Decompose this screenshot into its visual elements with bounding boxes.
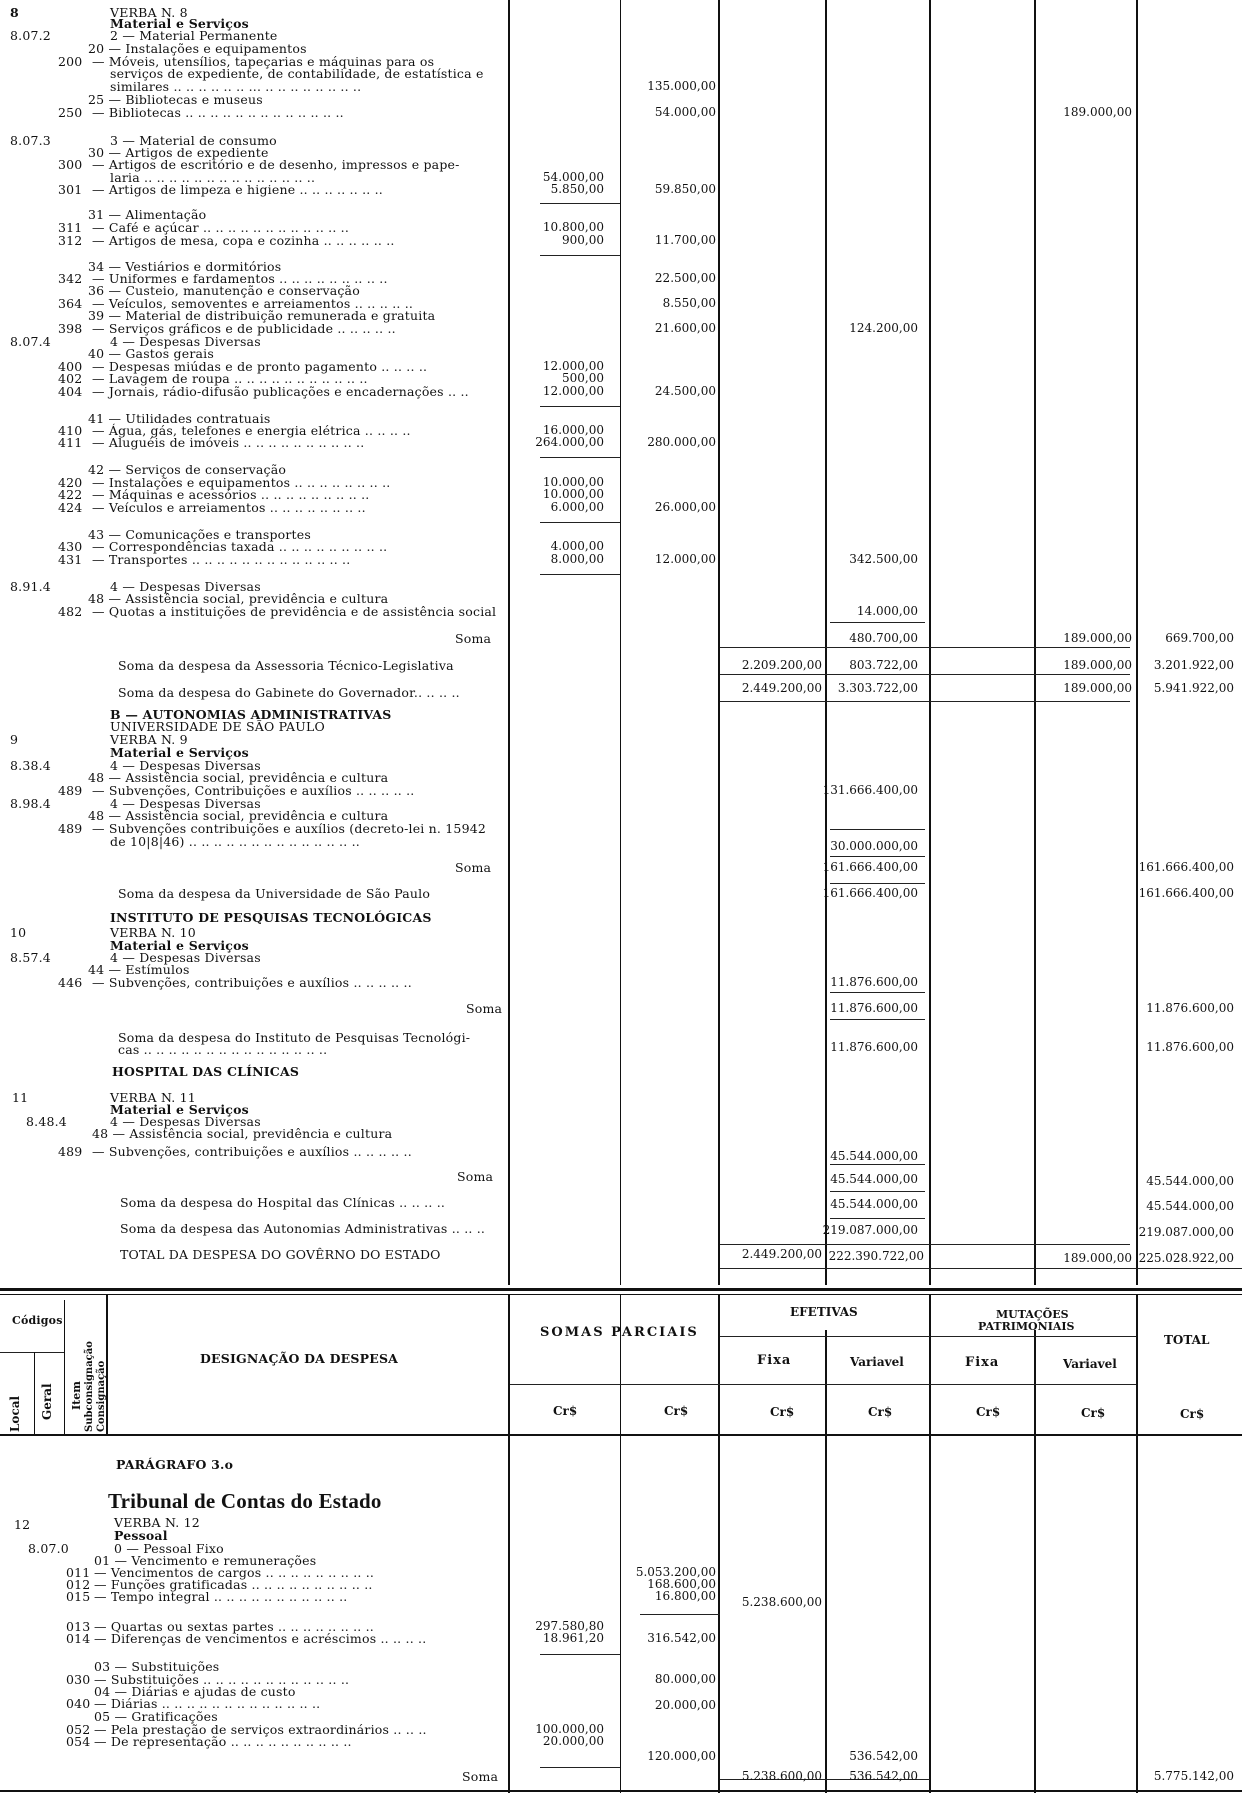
row-text: 4 — Despesas Diversas bbox=[110, 758, 261, 773]
column-rule bbox=[620, 0, 621, 1285]
header-rule bbox=[620, 1295, 621, 1434]
row-text: — Veículos e arreiamentos .. .. .. .. .. .. .. .. bbox=[92, 500, 366, 515]
value-ef-fixa: 5.238.600,00 bbox=[741, 1769, 822, 1783]
summary-label: Soma da despesa da Universidade de São Paulo bbox=[118, 886, 431, 901]
row-text: — Quartas ou sextas partes .. .. .. .. .. .. .. .. bbox=[94, 1619, 374, 1634]
row-text: — Veículos, semoventes e arreiamentos .. .. .. .. .. bbox=[92, 296, 414, 311]
value-parcial2: 11.700,00 bbox=[654, 233, 716, 247]
row-text: VERBA N. 8 bbox=[110, 5, 188, 20]
row-text: — Bibliotecas .. .. .. .. .. .. .. .. .. .. .. .. .. bbox=[92, 105, 344, 120]
header-subconsignacao: Subconsignação bbox=[84, 1341, 95, 1432]
row-text: 48 — Assistência social, previdência e cultura bbox=[88, 808, 389, 823]
row-text: — Transportes .. .. .. .. .. .. .. .. .. .. .. .. .. bbox=[92, 552, 351, 567]
row-text: 36 — Custeio, manutenção e conservação bbox=[88, 283, 360, 298]
header-top-rule bbox=[0, 1288, 1242, 1291]
header-somas-parciais: SOMAS PARCIAIS bbox=[540, 1325, 699, 1340]
row-code: 400 bbox=[58, 359, 83, 374]
row-code: 404 bbox=[58, 384, 83, 399]
row-text: — Jornais, rádio-difusão publicações e encadernações .. .. bbox=[92, 384, 469, 399]
value-ef-variavel: 131.666.400,00 bbox=[822, 783, 918, 797]
soma-label: Soma bbox=[457, 1169, 494, 1184]
value-ef-fixa: 2.449.200,00 bbox=[741, 1247, 822, 1261]
header-variavel: Variavel bbox=[1063, 1357, 1117, 1371]
value-parcial2: 59.850,00 bbox=[654, 182, 716, 196]
row-text: 0 — Pessoal Fixo bbox=[114, 1541, 224, 1556]
row-code: 489 bbox=[58, 1144, 83, 1159]
header-rule bbox=[1136, 1295, 1138, 1434]
column-rule bbox=[508, 0, 510, 1285]
row-code: 052 bbox=[66, 1722, 91, 1737]
row-text: de 10|8|46) .. .. .. .. .. .. .. .. .. .. .. .. .. .. bbox=[110, 834, 360, 849]
row-code: 312 bbox=[58, 233, 83, 248]
value-parcial2: 5.053.200,00 bbox=[635, 1565, 716, 1579]
value-parcial1: 10.000,00 bbox=[542, 487, 604, 501]
value-parcial1: 100.000,00 bbox=[535, 1722, 604, 1736]
row-text: — Pela prestação de serviços extraordinários .. .. .. bbox=[94, 1722, 427, 1737]
value-ef-fixa: 2.209.200,00 bbox=[741, 658, 822, 672]
value-ef-variavel: 14.000,00 bbox=[856, 604, 918, 618]
row-code: 8.38.4 bbox=[10, 758, 51, 773]
column-rule bbox=[929, 0, 931, 1285]
subtotal-rule bbox=[540, 1654, 620, 1655]
value-ef-variavel: 536.542,00 bbox=[849, 1749, 918, 1763]
value-mut-fixa: 189.000,00 bbox=[1063, 1251, 1132, 1265]
row-text: 4 — Despesas Diversas bbox=[110, 334, 261, 349]
row-code: 8.91.4 bbox=[10, 579, 51, 594]
row-code: 424 bbox=[58, 500, 83, 515]
value-ef-variavel: 803.722,00 bbox=[849, 658, 918, 672]
section-heading: UNIVERSIDADE DE SÃO PAULO bbox=[110, 719, 325, 734]
subtotal-rule bbox=[540, 574, 620, 575]
row-text: 4 — Despesas Diversas bbox=[110, 1114, 261, 1129]
value-parcial2: 120.000,00 bbox=[647, 1749, 716, 1763]
row-text: — Instalações e equipamentos .. .. .. .. .. .. .. .. bbox=[92, 475, 391, 490]
row-text: — Vencimentos de cargos .. .. .. .. .. .. .. .. .. bbox=[94, 1565, 375, 1580]
value-total: 45.544.000,00 bbox=[1146, 1199, 1234, 1213]
row-text: — Artigos de escritório e de desenho, impressos e pape- bbox=[92, 157, 460, 172]
subtotal-rule bbox=[720, 701, 1130, 702]
row-code: 8.48.4 bbox=[26, 1114, 67, 1129]
row-code: 446 bbox=[58, 975, 83, 990]
subtotal-rule bbox=[720, 674, 1130, 675]
row-text: — Tempo integral .. .. .. .. .. .. .. .. .. .. .. bbox=[94, 1589, 348, 1604]
header-rule bbox=[931, 1336, 1136, 1337]
paragraph-heading: PARÁGRAFO 3.o bbox=[116, 1457, 234, 1472]
row-text: VERBA N. 12 bbox=[114, 1515, 200, 1530]
value-ef-variavel: 45.544.000,00 bbox=[830, 1172, 918, 1186]
row-text: — Serviços gráficos e de publicidade .. .. .. .. .. bbox=[92, 321, 396, 336]
value-parcial1: 16.000,00 bbox=[542, 423, 604, 437]
value-ef-variavel: 45.544.000,00 bbox=[830, 1149, 918, 1163]
row-text: — Café e açúcar .. .. .. .. .. .. .. .. .. .. .. .. bbox=[92, 220, 350, 235]
row-text: — Correspondências taxada .. .. .. .. .. .. .. .. .. bbox=[92, 539, 388, 554]
row-code: 489 bbox=[58, 783, 83, 798]
header-total: TOTAL bbox=[1164, 1333, 1210, 1347]
header-variavel: Variavel bbox=[850, 1355, 904, 1369]
row-text: 4 — Despesas Diversas bbox=[110, 796, 261, 811]
row-code: 11 bbox=[12, 1090, 29, 1105]
value-parcial2: 16.800,00 bbox=[654, 1589, 716, 1603]
row-text: 40 — Gastos gerais bbox=[88, 346, 214, 361]
subtotal-rule bbox=[540, 203, 620, 204]
subtotal-rule bbox=[540, 522, 620, 523]
row-code: 431 bbox=[58, 552, 83, 567]
value-parcial2: 316.542,00 bbox=[647, 1631, 716, 1645]
header-rule bbox=[0, 1352, 64, 1353]
value-mut-fixa: 189.000,00 bbox=[1063, 681, 1132, 695]
row-text: — Subvenções, contribuições e auxílios .. .. .. .. .. bbox=[92, 975, 412, 990]
column-rule bbox=[508, 1436, 510, 1793]
header-fixa: Fixa bbox=[757, 1353, 792, 1368]
row-code: 014 bbox=[66, 1631, 91, 1646]
row-code: 040 bbox=[66, 1696, 91, 1711]
value-parcial1: 500,00 bbox=[562, 371, 604, 385]
row-text: 4 — Despesas Diversas bbox=[110, 579, 261, 594]
value-parcial1: 264.000,00 bbox=[535, 435, 604, 449]
header-rule bbox=[510, 1384, 1136, 1385]
row-text: 44 — Estímulos bbox=[88, 962, 190, 977]
value-parcial2: 280.000,00 bbox=[647, 435, 716, 449]
value-parcial1: 8.000,00 bbox=[550, 552, 604, 566]
row-text: serviços de expediente, de contabilidade, de estatística e bbox=[110, 66, 484, 81]
row-code: 301 bbox=[58, 182, 83, 197]
row-text: similares .. .. .. .. .. .. ... .. .. .. .. .. .. .. .. bbox=[110, 79, 362, 94]
column-rule bbox=[929, 1436, 931, 1793]
row-code: 8.07.2 bbox=[10, 28, 51, 43]
column-rule bbox=[1034, 0, 1036, 1285]
value-mut-fixa: 189.000,00 bbox=[1063, 631, 1132, 645]
soma-label: Soma bbox=[455, 631, 492, 646]
row-text: — Água, gás, telefones e energia elétrica .. .. .. .. bbox=[92, 423, 411, 438]
row-text: 34 — Vestiários e dormitórios bbox=[88, 259, 282, 274]
row-code: 012 bbox=[66, 1577, 91, 1592]
subtotal-rule bbox=[830, 622, 925, 623]
row-text: 30 — Artigos de expediente bbox=[88, 145, 269, 160]
subtotal-rule bbox=[830, 856, 925, 857]
row-text: 48 — Assistência social, previdência e cultura bbox=[88, 591, 389, 606]
row-text: — Lavagem de roupa .. .. .. .. .. .. .. .. .. .. .. bbox=[92, 371, 368, 386]
row-text: VERBA N. 9 bbox=[110, 732, 188, 747]
column-rule bbox=[825, 1436, 827, 1793]
value-total: 5.941.922,00 bbox=[1153, 681, 1234, 695]
row-text: 2 — Material Permanente bbox=[110, 28, 278, 43]
value-total: 219.087.000,00 bbox=[1138, 1225, 1234, 1239]
value-ef-variavel: 219.087.000,00 bbox=[822, 1223, 918, 1237]
value-ef-variavel: 536.542,00 bbox=[849, 1769, 918, 1783]
row-text: — Subvenções, Contribuições e auxílios .. .. .. .. .. bbox=[92, 783, 415, 798]
soma-label: Soma bbox=[466, 1001, 503, 1016]
soma-label: Soma bbox=[462, 1769, 499, 1784]
header-fixa: Fixa bbox=[965, 1355, 1000, 1370]
soma-label: Soma bbox=[455, 860, 492, 875]
subtotal-rule bbox=[540, 406, 620, 407]
row-code: 430 bbox=[58, 539, 83, 554]
value-parcial2: 135.000,00 bbox=[647, 79, 716, 93]
value-total: 669.700,00 bbox=[1165, 631, 1234, 645]
row-code: 8.07.3 bbox=[10, 133, 51, 148]
header-item: Item bbox=[70, 1381, 83, 1410]
row-text: 42 — Serviços de conservação bbox=[88, 462, 287, 477]
subtotal-rule bbox=[830, 1218, 925, 1219]
row-text: — Artigos de mesa, copa e cozinha .. .. .. .. .. .. bbox=[92, 233, 395, 248]
row-text: — Funções gratificadas .. .. .. .. .. .. .. .. .. .. bbox=[94, 1577, 373, 1592]
row-code: 364 bbox=[58, 296, 83, 311]
subtotal-rule bbox=[720, 1268, 1242, 1269]
column-rule bbox=[1136, 0, 1138, 1285]
row-code: 013 bbox=[66, 1619, 91, 1634]
header-rule bbox=[720, 1336, 930, 1337]
row-code: 489 bbox=[58, 821, 83, 836]
row-text: — Despesas miúdas e de pronto pagamento .. .. .. .. bbox=[92, 359, 428, 374]
value-ef-variavel: 11.876.600,00 bbox=[830, 1040, 918, 1054]
value-total: 161.666.400,00 bbox=[1138, 886, 1234, 900]
value-mut-fixa: 189.000,00 bbox=[1063, 105, 1132, 119]
row-text: 03 — Substituições bbox=[94, 1659, 220, 1674]
value-total: 11.876.600,00 bbox=[1146, 1040, 1234, 1054]
value-parcial1: 12.000,00 bbox=[542, 384, 604, 398]
summary-label: Soma da despesa da Assessoria Técnico-Legislativa bbox=[118, 658, 454, 673]
row-code: 422 bbox=[58, 487, 83, 502]
row-code: 311 bbox=[58, 220, 83, 235]
value-parcial2: 8.550,00 bbox=[662, 296, 716, 310]
value-parcial1: 12.000,00 bbox=[542, 359, 604, 373]
header-rule bbox=[825, 1330, 827, 1434]
row-code: 8.07.0 bbox=[28, 1541, 69, 1556]
row-text: 3 — Material de consumo bbox=[110, 133, 277, 148]
header-rule bbox=[64, 1300, 65, 1434]
row-text: laria .. .. .. .. .. .. .. .. .. .. .. .. .. .. bbox=[110, 170, 316, 185]
subtotal-rule bbox=[830, 883, 925, 884]
row-text: 31 — Alimentação bbox=[88, 207, 207, 222]
row-code: 12 bbox=[14, 1517, 31, 1532]
column-rule bbox=[718, 0, 720, 1285]
value-ef-variavel: 161.666.400,00 bbox=[822, 860, 918, 874]
value-ef-variavel: 124.200,00 bbox=[849, 321, 918, 335]
value-parcial1: 10.800,00 bbox=[542, 220, 604, 234]
value-parcial1: 900,00 bbox=[562, 233, 604, 247]
subtotal-rule bbox=[830, 1164, 925, 1165]
value-ef-variavel: 222.390.722,00 bbox=[828, 1249, 924, 1263]
summary-label: Soma da despesa do Hospital das Clínicas .. .. .. .. bbox=[120, 1195, 446, 1210]
row-text: VERBA N. 11 bbox=[110, 1090, 196, 1105]
value-parcial2: 20.000,00 bbox=[654, 1698, 716, 1712]
value-total: 45.544.000,00 bbox=[1146, 1174, 1234, 1188]
row-text: 20 — Instalações e equipamentos bbox=[88, 41, 307, 56]
row-text: — De representação .. .. .. .. .. .. .. .. .. .. bbox=[94, 1734, 352, 1749]
value-parcial1: 10.000,00 bbox=[542, 475, 604, 489]
header-consignacao: Consignação bbox=[96, 1360, 107, 1432]
value-parcial2: 24.500,00 bbox=[654, 384, 716, 398]
header-efetivas: EFETIVAS bbox=[790, 1305, 858, 1319]
row-code: 011 bbox=[66, 1565, 91, 1580]
subtotal-rule bbox=[540, 255, 620, 256]
value-total: 5.775.142,00 bbox=[1153, 1769, 1234, 1783]
subtotal-rule bbox=[830, 1019, 925, 1020]
row-code: 8.57.4 bbox=[10, 950, 51, 965]
value-ef-variavel: 11.876.600,00 bbox=[830, 1001, 918, 1015]
summary-label: Soma da despesa do Gabinete do Governador.. .. .. .. bbox=[118, 685, 460, 700]
section-heading: B — AUTONOMIAS ADMINISTRATIVAS bbox=[110, 707, 392, 722]
subtotal-rule bbox=[830, 829, 925, 830]
value-mut-fixa: 189.000,00 bbox=[1063, 658, 1132, 672]
value-parcial2: 26.000,00 bbox=[654, 500, 716, 514]
row-code: 015 bbox=[66, 1589, 91, 1604]
subtotal-rule bbox=[830, 992, 925, 993]
row-code: 10 bbox=[10, 925, 27, 940]
row-text: — Máquinas e acessórios .. .. .. .. .. .. .. .. .. bbox=[92, 487, 370, 502]
row-text: Material e Serviços bbox=[110, 16, 249, 31]
header-currency: Cr$ bbox=[770, 1405, 795, 1419]
header-patrimoniais: PATRIMONIAIS bbox=[978, 1320, 1075, 1333]
value-total: 11.876.600,00 bbox=[1146, 1001, 1234, 1015]
row-code: 398 bbox=[58, 321, 83, 336]
column-rule bbox=[825, 0, 827, 1285]
subtotal-rule bbox=[830, 1191, 925, 1192]
value-ef-variavel: 45.544.000,00 bbox=[830, 1197, 918, 1211]
row-text: 39 — Material de distribuição remunerada e gratuita bbox=[88, 308, 436, 323]
header-rule bbox=[1034, 1330, 1036, 1434]
row-code: 8.07.4 bbox=[10, 334, 51, 349]
row-text: — Subvenções contribuições e auxílios (decreto-lei n. 15942 bbox=[92, 821, 487, 836]
row-code: 9 bbox=[10, 732, 19, 747]
value-ef-variavel: 11.876.600,00 bbox=[830, 975, 918, 989]
value-ef-variavel: 480.700,00 bbox=[849, 631, 918, 645]
row-text: 48 — Assistência social, previdência e cultura bbox=[88, 770, 389, 785]
row-text: — Subvenções, contribuições e auxílios .. .. .. .. .. bbox=[92, 1144, 412, 1159]
summary-label: cas .. .. .. .. .. .. .. .. .. .. .. .. .. .. .. bbox=[118, 1042, 328, 1057]
row-text: — Uniformes e fardamentos .. .. .. .. .. .. .. .. .. bbox=[92, 271, 388, 286]
column-rule bbox=[620, 1436, 621, 1793]
header-codigos: Códigos bbox=[12, 1314, 63, 1327]
value-ef-variavel: 161.666.400,00 bbox=[822, 886, 918, 900]
row-text: 43 — Comunicações e transportes bbox=[88, 527, 311, 542]
value-parcial2: 12.000,00 bbox=[654, 552, 716, 566]
value-parcial1: 5.850,00 bbox=[550, 182, 604, 196]
value-parcial1: 6.000,00 bbox=[550, 500, 604, 514]
value-parcial1: 20.000,00 bbox=[542, 1734, 604, 1748]
header-rule bbox=[718, 1295, 720, 1434]
column-rule bbox=[1136, 1436, 1138, 1793]
page-bottom-rule bbox=[0, 1790, 1242, 1792]
row-text: Material e Serviços bbox=[110, 938, 249, 953]
row-text: — Móveis, utensílios, tapeçarias e máquinas para os bbox=[92, 54, 435, 69]
value-ef-variavel: 3.303.722,00 bbox=[837, 681, 918, 695]
row-code: 054 bbox=[66, 1734, 91, 1749]
value-ef-fixa: 2.449.200,00 bbox=[741, 681, 822, 695]
header-currency: Cr$ bbox=[976, 1405, 1001, 1419]
row-code: 300 bbox=[58, 157, 83, 172]
header-currency: Cr$ bbox=[868, 1405, 893, 1419]
row-text: — Artigos de limpeza e higiene .. .. .. .. .. .. .. bbox=[92, 182, 383, 197]
row-text: — Substituições .. .. .. .. .. .. .. .. .. .. .. .. bbox=[94, 1672, 350, 1687]
header-designacao: DESIGNAÇÃO DA DESPESA bbox=[200, 1351, 399, 1366]
row-text: 41 — Utilidades contratuais bbox=[88, 411, 271, 426]
value-parcial1: 54.000,00 bbox=[542, 170, 604, 184]
row-text: 01 — Vencimento e remunerações bbox=[94, 1553, 317, 1568]
header-currency: Cr$ bbox=[1081, 1406, 1106, 1420]
header-geral: Geral bbox=[40, 1383, 54, 1420]
header-currency: Cr$ bbox=[553, 1404, 578, 1418]
section-heading: INSTITUTO DE PESQUISAS TECNOLÓGICAS bbox=[110, 910, 432, 925]
value-parcial2: 22.500,00 bbox=[654, 271, 716, 285]
subtotal-rule bbox=[640, 1614, 720, 1615]
row-text: 4 — Despesas Diversas bbox=[110, 950, 261, 965]
row-code: 8.98.4 bbox=[10, 796, 51, 811]
row-text: 05 — Gratificações bbox=[94, 1709, 218, 1724]
row-code: 250 bbox=[58, 105, 83, 120]
row-text: — Diferenças de vencimentos e acréscimos .. .. .. .. bbox=[94, 1631, 427, 1646]
value-ef-fixa: 5.238.600,00 bbox=[741, 1595, 822, 1609]
row-code: 411 bbox=[58, 435, 83, 450]
grand-total-label: TOTAL DA DESPESA DO GOVÊRNO DO ESTADO bbox=[120, 1247, 441, 1262]
value-parcial2: 21.600,00 bbox=[654, 321, 716, 335]
row-text: 25 — Bibliotecas e museus bbox=[88, 92, 263, 107]
value-ef-variavel: 30.000.000,00 bbox=[830, 839, 918, 853]
row-code: 482 bbox=[58, 604, 83, 619]
value-parcial2: 80.000,00 bbox=[654, 1672, 716, 1686]
header-bottom-rule bbox=[0, 1434, 1242, 1436]
value-parcial1: 18.961,20 bbox=[542, 1631, 604, 1645]
value-parcial1: 4.000,00 bbox=[550, 539, 604, 553]
header-rule bbox=[34, 1352, 35, 1434]
header-rule bbox=[929, 1295, 931, 1434]
row-text: — Diárias .. .. .. .. .. .. .. .. .. .. .. .. .. bbox=[94, 1696, 321, 1711]
row-text: Material e Serviços bbox=[110, 745, 249, 760]
row-code: 402 bbox=[58, 371, 83, 386]
subtotal-rule bbox=[720, 647, 1130, 648]
subtotal-rule bbox=[540, 457, 620, 458]
header-local: Local bbox=[8, 1395, 22, 1432]
row-text: VERBA N. 10 bbox=[110, 925, 196, 940]
row-code: 030 bbox=[66, 1672, 91, 1687]
row-text: — Quotas a instituições de previdência e de assistência social bbox=[92, 604, 497, 619]
value-parcial1: 297.580,80 bbox=[535, 1619, 604, 1633]
row-code: 410 bbox=[58, 423, 83, 438]
value-total: 225.028.922,00 bbox=[1138, 1251, 1234, 1265]
summary-label: Soma da despesa das Autonomias Administrativas .. .. .. bbox=[120, 1221, 486, 1236]
row-code: 342 bbox=[58, 271, 83, 286]
subtotal-rule bbox=[540, 1767, 620, 1768]
row-code: 200 bbox=[58, 54, 83, 69]
header-rule bbox=[508, 1295, 510, 1434]
row-text: 48 — Assistência social, previdência e cultura bbox=[92, 1126, 393, 1141]
row-text: Material e Serviços bbox=[110, 1102, 249, 1117]
row-text: — Aluguéis de imóveis .. .. .. .. .. .. .. .. .. .. bbox=[92, 435, 365, 450]
value-total: 3.201.922,00 bbox=[1153, 658, 1234, 672]
row-text: 04 — Diárias e ajudas de custo bbox=[94, 1684, 296, 1699]
summary-label: Soma da despesa do Instituto de Pesquisas Tecnológi- bbox=[118, 1030, 471, 1045]
value-total: 161.666.400,00 bbox=[1138, 860, 1234, 874]
row-code: 420 bbox=[58, 475, 83, 490]
value-parcial2: 168.600,00 bbox=[647, 1577, 716, 1591]
section-heading: HOSPITAL DAS CLÍNICAS bbox=[112, 1064, 300, 1079]
institution-title: Tribunal de Contas do Estado bbox=[108, 1489, 382, 1513]
value-parcial2: 54.000,00 bbox=[654, 105, 716, 119]
header-currency: Cr$ bbox=[664, 1404, 689, 1418]
column-rule bbox=[1034, 1436, 1036, 1793]
value-ef-variavel: 342.500,00 bbox=[849, 552, 918, 566]
row-code: 8 bbox=[10, 5, 19, 20]
header-currency: Cr$ bbox=[1180, 1407, 1205, 1421]
row-text: Pessoal bbox=[114, 1528, 168, 1543]
subtotal-rule bbox=[720, 1244, 1130, 1245]
header-top-rule bbox=[0, 1294, 1242, 1295]
header-mutacoes: MUTAÇÕES bbox=[996, 1308, 1069, 1321]
